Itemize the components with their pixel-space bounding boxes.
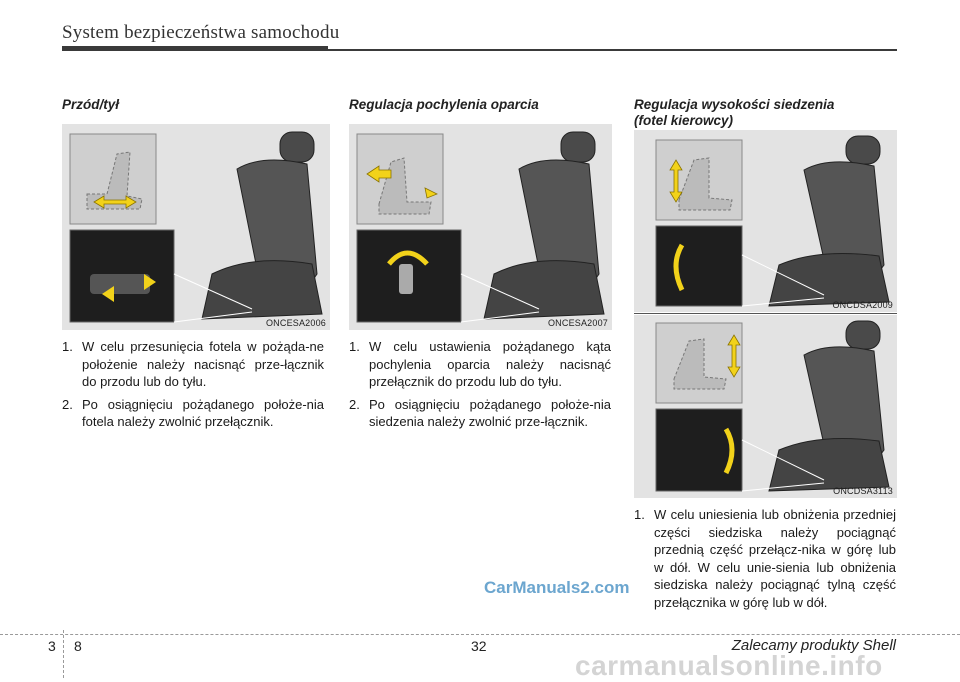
header-rule-thin bbox=[328, 49, 897, 51]
step-item: 1. W celu ustawienia pożądanego kąta pochylenia oparcia należy nacisnąć przełącznik do przodu lub do tyłu. bbox=[349, 339, 611, 389]
footer-chapter-number: 3 bbox=[48, 638, 56, 654]
image-code-label: ONCDSA3113 bbox=[833, 486, 893, 496]
seat-image-height-top bbox=[634, 130, 897, 312]
seat-image-front-back bbox=[62, 124, 330, 330]
step-item: 2. Po osiągnięciu pożądanego położe-nia fotela należy zwolnić przełącznik. bbox=[62, 396, 324, 429]
page-header-title: System bezpieczeństwa samochodu bbox=[62, 22, 340, 43]
steps-height bbox=[634, 506, 896, 616]
seat-image-height-bottom bbox=[634, 315, 897, 498]
steps-front-back bbox=[62, 338, 324, 436]
footer-chapter-page: 8 bbox=[74, 638, 82, 654]
section-title-recline: Regulacja pochylenia oparcia bbox=[349, 97, 539, 112]
steps-recline bbox=[349, 338, 611, 436]
section-title-height-line2: (fotel kierowcy) bbox=[634, 113, 734, 128]
step-item: 1. W celu przesunięcia fotela w pożąda-ne położenie należy nacisnąć prze-łącznik do przodu lub do tyłu. bbox=[62, 339, 324, 389]
section-title-height-line1: Regulacja wysokości siedzenia bbox=[634, 97, 835, 112]
footer-rule bbox=[0, 634, 960, 635]
footer-divider bbox=[63, 630, 64, 678]
step-item: 2. Po osiągnięciu pożądanego położe-nia siedzenia należy zwolnić prze-łącznik. bbox=[349, 396, 611, 429]
image-code-label: ONCESA2006 bbox=[265, 318, 326, 328]
watermark-carmanualsonline: carmanualsonline.info bbox=[575, 650, 883, 681]
image-code-label: ONCDSA2009 bbox=[832, 300, 893, 310]
image-divider bbox=[634, 313, 897, 314]
header-rule-thick bbox=[62, 46, 328, 51]
step-item: 1. W celu uniesienia lub obniżenia przedniej części siedziska należy pociągnąć przednią część przełącz-nika w górę lub w dół. W celu unie-sienia lub obniżenia siedziska należy pociągnąć tylną część przełącznika w górę lub w dół. bbox=[634, 507, 896, 610]
footer-brand: Zalecamy produkty Shell bbox=[731, 637, 896, 654]
seat-image-recline bbox=[349, 124, 612, 330]
section-title-front-back: Przód/tył bbox=[62, 97, 120, 112]
image-code-label: ONCESA2007 bbox=[547, 318, 608, 328]
watermark-carmanuals: CarManuals2.com bbox=[484, 578, 630, 597]
footer-page-number: 32 bbox=[471, 638, 487, 654]
